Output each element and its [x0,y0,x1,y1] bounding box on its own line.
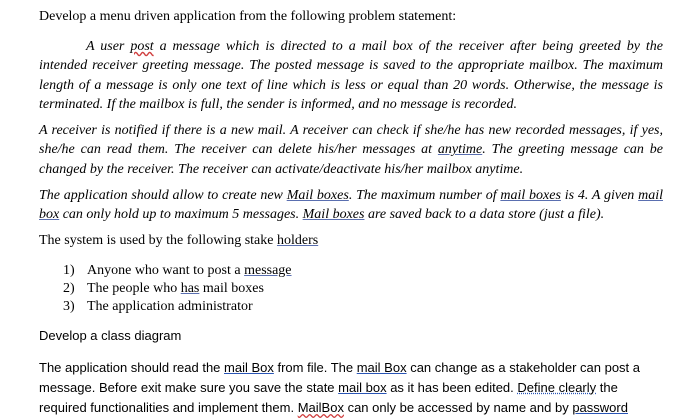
word-post: post [130,39,154,54]
stakeholders-intro [39,233,318,249]
text-run: The system is used by the following stake [39,233,277,248]
word-mail-boxes: Mail boxes [302,207,365,223]
word-mailbox: MailBox [297,400,344,415]
text-run: a message which is directed to a mail box of the receiver after being greeted by the intended receiver greeting message. The posted message is saved to the appropriate mailbox. The maximum length of a message is only one text of line which is less or equal than 20 words. Otherwise, the message is terminated. If the mailbox is full, the sender is informed, and no message is recorded. [39,39,663,112]
text-run: . The maximum number of [348,188,501,203]
class-diagram-instruction: Develop a class diagram [39,328,182,343]
word-anytime: anytime [437,142,483,158]
text-run: are saved back to a data store (just a file). [364,207,605,223]
paragraph-posting [39,37,663,114]
text-run: The people who [87,281,181,296]
paragraph-mailboxes [39,186,663,225]
list-number: 2) [63,281,75,296]
list-number: 3) [63,299,75,314]
text-run: Anyone who want to post a [87,263,245,278]
document-heading: Develop a menu driven application from the following problem statement: [39,9,457,24]
text-run: The application should read the [39,360,225,375]
word-mail-boxes: mail boxes [500,188,561,203]
word-holders: holders [276,233,319,248]
list-number: 1) [63,263,75,278]
stakeholder-list [63,262,292,316]
text-run: can only hold up to maximum 5 messages. [59,207,303,223]
paragraph-receiver [39,121,663,179]
paragraph-requirements [39,358,667,418]
list-item [63,280,292,298]
list-item [63,298,292,316]
word-password: password [572,400,628,415]
phrase-define-clearly: Define clearly [517,380,597,395]
word-mail-boxes: Mail boxes [286,188,349,203]
word-mail-box: mail box [39,188,663,223]
word-mail-box: mail box [338,380,387,395]
word-mail-box: mail Box [356,360,407,375]
text-run: The application should allow to create new [39,188,287,203]
text-run: A receiver is notified if there is a new mail. A receiver can check if she/he has new recorded messages, if yes, she/he can read them. The receiver can delete his/her messages at [39,123,663,158]
text-run: from file. The [273,360,357,375]
text-run: A user [86,39,131,54]
text-run: can only be accessed by name and by [343,400,573,415]
list-item [63,262,292,280]
text-run: The application administrator [87,299,253,314]
text-run: as it has been edited. [386,380,518,395]
text-run: the required functionalities and implement them. [39,380,618,415]
word-message: message [244,263,292,278]
word-has: has [180,281,200,296]
text-run: can change as a stakeholder can post a message. Before exit make sure you save the state [39,360,641,395]
text-run: is 4. A given [560,188,639,203]
word-mail-box: mail Box [224,360,274,375]
text-run: . The greeting message can be changed by the receiver. The receiver can activate/deactivate his/her mailbox anytime. [39,142,663,177]
text-run: mail boxes [199,281,264,296]
